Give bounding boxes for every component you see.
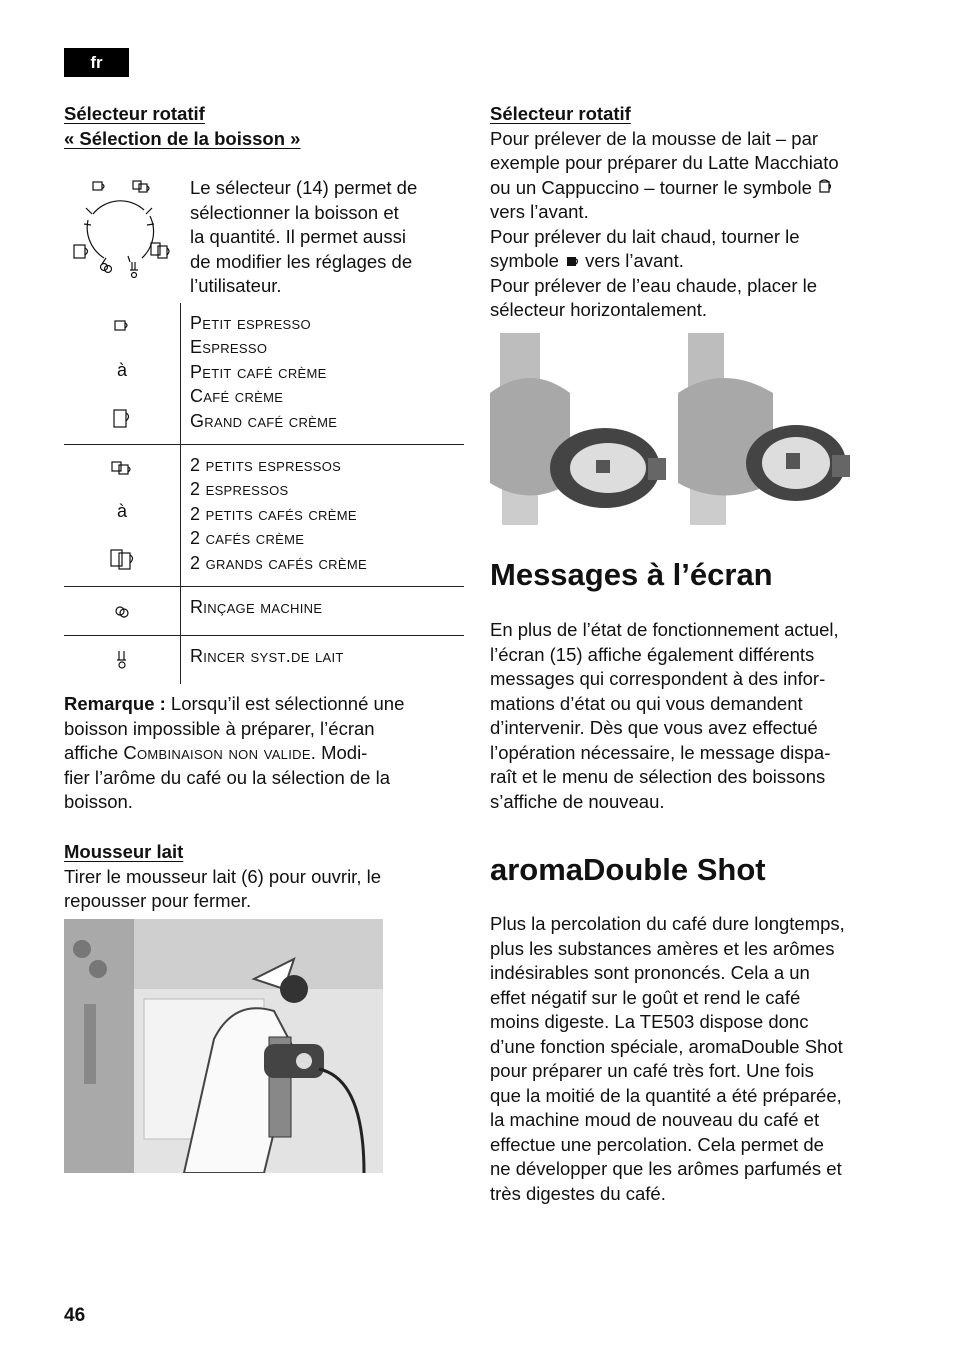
messages-line: l’écran (15) affiche également différents <box>490 643 815 665</box>
milk-line: Pour prélever de l’eau chaude, placer le <box>490 274 818 296</box>
messages-line: En plus de l’état de fonctionnement actuel, <box>490 619 839 640</box>
milk-text: vers l’avant. <box>585 250 684 271</box>
double-cup-icon <box>133 181 141 189</box>
beverage-name: Espresso <box>190 337 268 358</box>
milk-frother-heading: Mousseur lait <box>64 841 184 862</box>
milk-line: Pour prélever de la mousse de lait – par <box>490 127 819 149</box>
selector-foam-photo <box>490 333 670 525</box>
milk-rinse-icon <box>114 648 130 672</box>
messages-line: d’intervenir. Dès que vous avez effectué <box>490 717 818 738</box>
remark-line <box>64 692 404 717</box>
messages-paragraph <box>490 618 839 814</box>
hot-milk-cup-icon <box>564 253 580 269</box>
remark-text: . Modi- <box>310 742 368 763</box>
selector-heading-line2: « Sélection de la boisson » <box>64 127 301 149</box>
beverage-name: 2 espressos <box>190 479 289 500</box>
beverage-name: 2 petits cafés crème <box>190 503 357 524</box>
table-icon-cell <box>64 303 181 444</box>
milk-rinse-label: Rincer syst.de lait <box>190 646 344 666</box>
small-cup-icon <box>93 182 102 190</box>
messages-title: Messages à l’écran <box>490 557 773 592</box>
dial-arc-left <box>87 220 104 258</box>
aroma-line: effectue une percolation. Cela permet de <box>490 1133 824 1155</box>
milk-foam-cup-icon <box>817 178 833 196</box>
dial-arc-top <box>93 201 144 214</box>
milk-frother-section <box>64 840 381 914</box>
selector-heading <box>64 102 300 151</box>
table-row-single <box>64 303 464 444</box>
intro-line: Le sélecteur (14) permet de <box>190 177 418 198</box>
to-label: à <box>116 500 127 521</box>
messages-line: messages qui correspondent à des infor- <box>490 668 826 689</box>
double-large-cup-icon <box>107 547 137 573</box>
table-text-cell <box>181 587 322 635</box>
small-cup-icon <box>111 316 133 334</box>
large-cup-icon <box>110 407 134 431</box>
messages-line: l’opération nécessaire, le message dispa- <box>490 741 831 763</box>
milk-line: exemple pour préparer du Latte Macchiato <box>490 152 839 173</box>
table-icon-cell <box>64 636 181 684</box>
aroma-line: moins digeste. La TE503 dispose donc <box>490 1011 809 1032</box>
aroma-line: pour préparer un café très fort. Une fois <box>490 1060 814 1081</box>
remark-text: affiche <box>64 742 124 763</box>
language-tab: fr <box>64 48 129 77</box>
remark-paragraph <box>64 692 404 815</box>
intro-line: de modifier les réglages de <box>190 250 413 272</box>
remark-line: fier l’arôme du café ou la sélection de la <box>64 766 390 788</box>
selector-milk-heading: Sélecteur rotatif <box>490 103 631 124</box>
aroma-line: effet négatif sur le goût et rend le café <box>490 986 801 1008</box>
frother-body <box>264 1044 324 1078</box>
beverage-name: 2 cafés crème <box>190 528 305 549</box>
table-icon-cell <box>64 445 181 586</box>
milk-frother-line: repousser pour fermer. <box>64 890 252 911</box>
milk-frother-line: Tirer le mousseur lait (6) pour ouvrir, le <box>64 865 382 887</box>
milk-line: sélecteur horizontalement. <box>490 299 707 320</box>
rinse-label: Rinçage machine <box>190 597 323 617</box>
selector-heading-line1: Sélecteur rotatif <box>64 103 205 124</box>
milk-line: Pour prélever du lait chaud, tourner le <box>490 225 800 247</box>
remark-line: boisson. <box>64 791 133 812</box>
aroma-line: ne développer que les arômes parfumés et <box>490 1158 842 1179</box>
display-message: Combinaison non valide <box>123 742 311 763</box>
aroma-line: d’une fonction spéciale, aromaDouble Shot <box>490 1035 843 1057</box>
selector-milk-section <box>490 102 839 323</box>
beverage-name: Petit café crème <box>190 361 327 382</box>
table-text-cell <box>181 303 337 444</box>
table-row-double <box>64 444 464 586</box>
messages-line: s’affiche de nouveau. <box>490 790 665 812</box>
aroma-line: que la moitié de la quantité a été préparée, <box>490 1084 842 1106</box>
aroma-line: indésirables sont prononcés. Cela a un <box>490 962 810 983</box>
milk-line <box>490 249 839 274</box>
intro-line: la quantité. Il permet aussi <box>190 226 406 247</box>
milk-text: symbole <box>490 250 559 271</box>
remark-line: boisson impossible à préparer, l’écran <box>64 717 375 739</box>
hot-milk-cup-icon <box>786 453 800 469</box>
milk-line: vers l’avant. <box>490 201 589 222</box>
machine-side-panel <box>64 919 134 1173</box>
milk-line <box>490 176 839 201</box>
table-row-rinse <box>64 586 464 635</box>
selector-hot-milk-photo <box>678 333 854 525</box>
table-text-cell <box>181 445 367 586</box>
messages-line: raît et le menu de sélection des boissons <box>490 766 826 787</box>
remark-text: Lorsqu’il est sélectionné une <box>165 693 405 714</box>
aroma-line: Plus la percolation du café dure longtemps, <box>490 913 845 934</box>
beverage-name: Grand café crème <box>190 410 338 431</box>
dial-arc-right <box>142 216 154 258</box>
rotary-selector-dial-illustration <box>64 172 174 280</box>
large-cup-icon <box>74 245 85 258</box>
beverage-name: 2 petits espressos <box>190 455 342 475</box>
beverage-table <box>64 303 464 684</box>
remark-line <box>64 741 404 766</box>
double-large-cup-icon <box>151 243 160 255</box>
messages-line: mations d’état ou qui vous demandent <box>490 692 803 714</box>
selector-intro <box>190 176 417 299</box>
intro-line: l’utilisateur. <box>190 275 282 296</box>
aroma-double-shot-title: aromaDouble Shot <box>490 852 766 887</box>
frother-knob <box>280 975 308 1003</box>
beverage-name: Café crème <box>190 386 284 407</box>
table-row-milk-rinse <box>64 635 464 684</box>
milk-text: ou un Cappuccino – tourner le symbole <box>490 176 812 198</box>
aroma-line: plus les substances amères et les arômes <box>490 937 835 959</box>
milk-rinse-icon <box>130 262 138 270</box>
beverage-name: Petit espresso <box>190 313 311 333</box>
aroma-line: très digestes du café. <box>490 1182 666 1204</box>
beverage-name: 2 grands cafés crème <box>190 552 367 573</box>
milk-frother-photo <box>64 919 383 1173</box>
intro-line: sélectionner la boisson et <box>190 201 399 223</box>
to-label: à <box>116 360 127 380</box>
double-cup-icon <box>108 458 136 476</box>
remark-label: Remarque : <box>64 693 166 714</box>
table-icon-cell <box>64 587 181 635</box>
table-text-cell <box>181 636 344 684</box>
milk-foam-cup-icon <box>596 460 610 473</box>
rinse-icon <box>111 601 133 621</box>
page-number: 46 <box>64 1305 86 1326</box>
aroma-line: la machine moud de nouveau du café et <box>490 1109 820 1130</box>
aroma-double-shot-paragraph <box>490 912 845 1206</box>
